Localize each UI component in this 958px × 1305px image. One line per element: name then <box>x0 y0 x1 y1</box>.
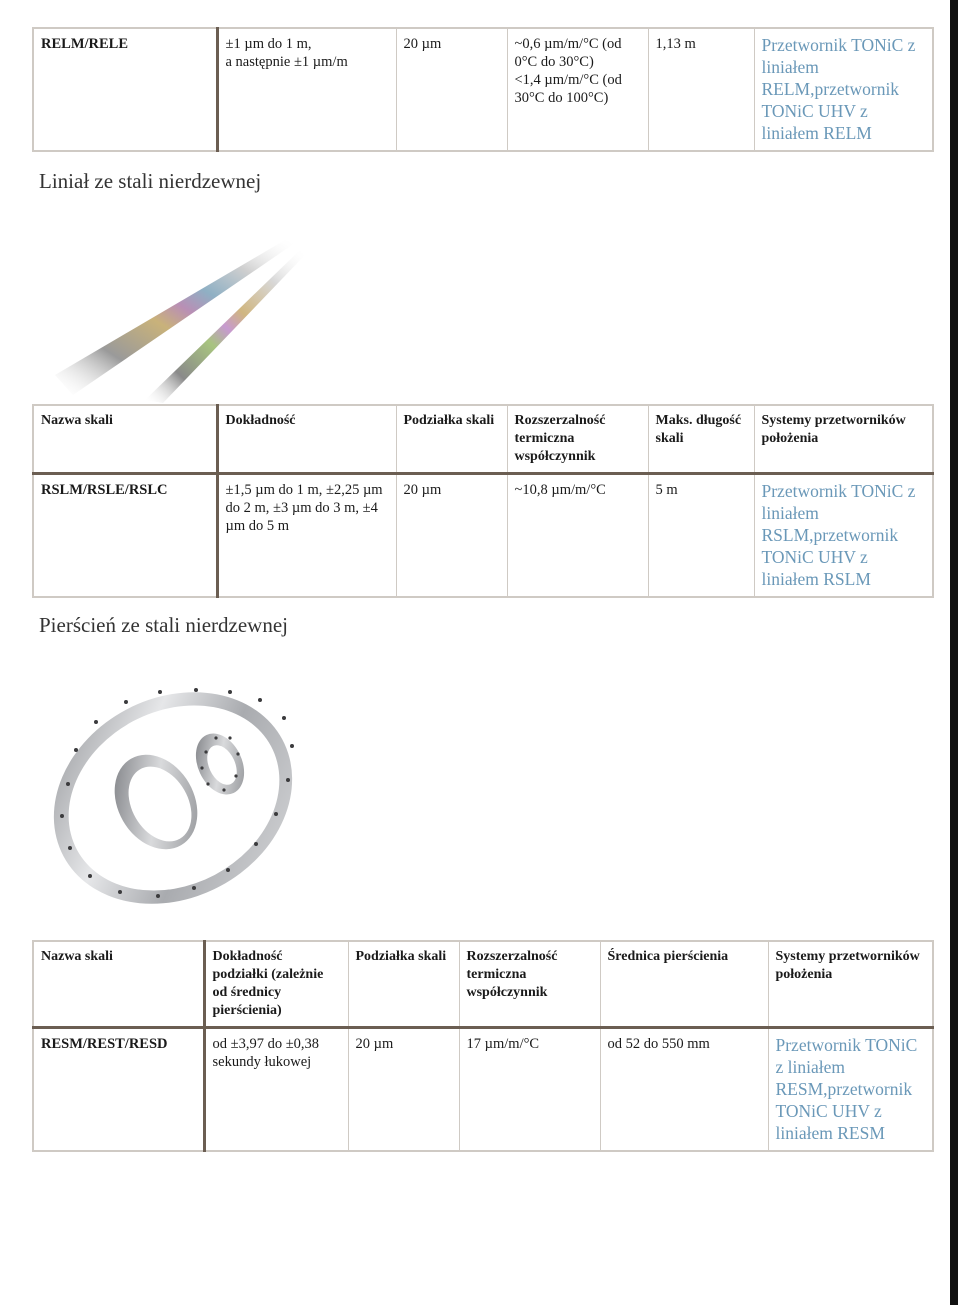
pitch-cell: 20 µm <box>396 474 507 598</box>
systems-link[interactable]: Przetwornik TONiC z liniałem RSLM, <box>761 481 916 545</box>
systems-link[interactable]: przetwornik TONiC UHV z liniałem RELM <box>761 79 900 143</box>
pitch-cell: 20 µm <box>348 1028 459 1152</box>
steel-ring-scale-image <box>48 680 308 915</box>
accuracy-line: ±1 µm do 1 m, <box>225 36 312 52</box>
pitch-cell: 20 µm <box>396 28 507 151</box>
systems-cell <box>768 1028 933 1152</box>
column-header: Rozszerzalność termiczna współczynnik <box>507 405 648 474</box>
expansion-cell <box>507 28 648 151</box>
header-row <box>33 405 933 474</box>
expansion-line: ~0,6 µm/m/°C (od 0°C do 30°C) <box>514 36 622 70</box>
systems-cell <box>754 28 933 151</box>
window-edge <box>950 0 958 1305</box>
column-header: Nazwa skali <box>33 941 204 1028</box>
systems-link[interactable]: przetwornik TONiC UHV z liniałem RSLM <box>761 525 899 589</box>
length-cell: 5 m <box>648 474 754 598</box>
column-header: Rozszerzalność termiczna współczynnik <box>459 941 600 1028</box>
expansion-cell: 17 µm/m/°C <box>459 1028 600 1152</box>
table-row <box>33 28 933 151</box>
diameter-cell: od 52 do 550 mm <box>600 1028 768 1152</box>
accuracy-cell: ±1,5 µm do 1 m, ±2,25 µm do 2 m, ±3 µm do 3 m, ±4 µm do 5 m <box>217 474 396 598</box>
length-cell: 1,13 m <box>648 28 754 151</box>
relm-table <box>32 27 934 152</box>
systems-link[interactable]: przetwornik TONiC UHV z liniałem RESM <box>775 1079 913 1143</box>
column-header: Systemy przetworników położenia <box>768 941 933 1028</box>
column-header: Podziałka skali <box>348 941 459 1028</box>
header-row <box>33 941 933 1028</box>
section-title: Pierścień ze stali nierdzewnej <box>39 613 288 637</box>
rslm-table <box>32 404 934 598</box>
expansion-line: <1,4 µm/m/°C (od 30°C do 100°C) <box>514 72 622 106</box>
column-header: Maks. długość skali <box>648 405 754 474</box>
column-header: Systemy przetworników położenia <box>754 405 933 474</box>
column-header: Nazwa skali <box>33 405 217 474</box>
scale-name: RSLM/RSLE/RSLC <box>33 474 217 598</box>
accuracy-cell <box>217 28 396 151</box>
column-header: Dokładność <box>217 405 396 474</box>
systems-link[interactable]: Przetwornik TONiC z liniałem RESM, <box>775 1035 918 1099</box>
accuracy-line: a następnie ±1 µm/m <box>225 54 348 70</box>
steel-tape-scale-image <box>55 235 310 405</box>
table-row <box>33 1028 933 1152</box>
systems-cell <box>754 474 933 598</box>
section-title: Liniał ze stali nierdzewnej <box>39 169 262 193</box>
expansion-cell: ~10,8 µm/m/°C <box>507 474 648 598</box>
column-header: Podziałka skali <box>396 405 507 474</box>
resm-table <box>32 940 934 1152</box>
systems-link[interactable]: Przetwornik TONiC z liniałem RELM, <box>761 35 916 99</box>
table-row <box>33 474 933 598</box>
accuracy-cell: od ±3,97 do ±0,38 sekundy łukowej <box>204 1028 348 1152</box>
column-header: Dokładność podziałki (zależnie od średnicy pierścienia) <box>204 941 348 1028</box>
column-header: Średnica pierścienia <box>600 941 768 1028</box>
scale-name: RELM/RELE <box>33 28 217 151</box>
scale-name: RESM/REST/RESD <box>33 1028 204 1152</box>
